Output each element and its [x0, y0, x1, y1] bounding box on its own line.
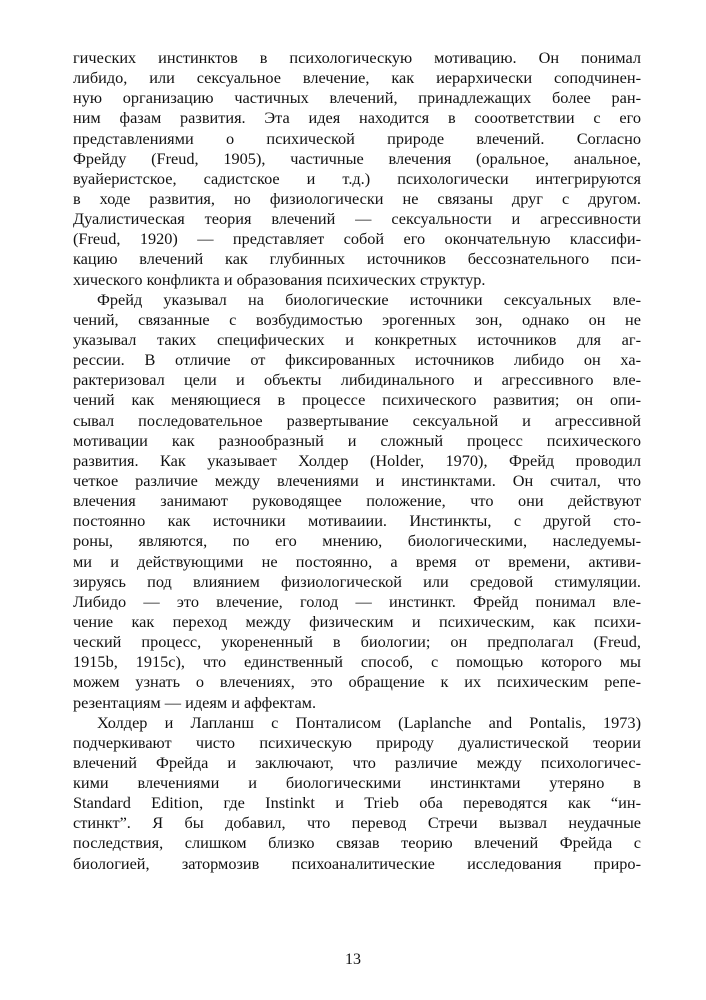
text-line: кими влечениями и биологическими инстинктами утеряно в: [73, 773, 641, 793]
text-line: чений как меняющиеся в процессе психического развития; он опи-: [73, 390, 641, 410]
text-line: последствия, слишком близко связав теорию влечений Фрейда с: [73, 833, 641, 853]
text-line: рессии. В отличие от фиксированных источников либидо он ха-: [73, 350, 641, 370]
text-line: ную организацию частичных влечений, принадлежащих более ран-: [73, 88, 641, 108]
text-line: Фрейд указывал на биологические источники сексуальных вле-: [97, 289, 641, 309]
paragraph: [73, 713, 641, 874]
text-line: стинкт”. Я бы добавил, что перевод Стречи вызвал неудачные: [73, 813, 641, 833]
text-line: четкое различие между влечениями и инстинктами. Он считал, что: [73, 470, 641, 490]
text-line: в ходе развития, но физиологически не связаны друг с другом.: [73, 188, 641, 208]
text-line: сывал последовательное развертывание сексуальной и агрессивной: [73, 410, 641, 430]
text-line: гических инстинктов в психологическую мотивацию. Он понимал: [73, 48, 641, 67]
text-line: влечений Фрейда и заключают, что различие между психологичес-: [73, 752, 641, 772]
text-line: ческий процесс, укорененный в биологии; он предполагал (Freud,: [73, 632, 641, 652]
text-line: подчеркивают чисто психическую природу дуалистической теории: [73, 732, 641, 752]
text-line: постоянно как источники мотиваиии. Инстинкты, с другой сто-: [73, 511, 641, 531]
text-line: Холдер и Лапланш с Понталисом (Laplanche and Pontalis, 1973): [97, 712, 641, 732]
text-line: (Freud, 1920) — представляет собой его окончательную классифи-: [73, 229, 641, 249]
text-line: чение как переход между физическим и психическим, как психи-: [73, 611, 641, 631]
text-line: развития. Как указывает Холдер (Holder, 1970), Фрейд проводил: [73, 450, 641, 470]
text-line: представлениями о психической природе влечений. Согласно: [73, 128, 641, 148]
page-body: [73, 48, 641, 874]
text-line: Фрейду (Freud, 1905), частичные влечения (оральное, анальное,: [73, 148, 641, 168]
text-line: либидо, или сексуальное влечение, как иерархически соподчинен-: [73, 68, 641, 88]
text-line: ми и действующими не постоянно, а время от времени, активи-: [73, 551, 641, 571]
page-number: 13: [345, 951, 361, 968]
text-line: ним фазам развития. Эта идея находится в сооответствии с его: [73, 108, 641, 128]
text-line: указывал таких специфических и конкретных источников для аг-: [73, 329, 641, 349]
text-line: вуайеристское, садистское и т.д.) психологически интегрируются: [73, 168, 641, 188]
text-line: мотивации как разнообразный и сложный процесс психического: [73, 430, 641, 450]
text-line: чений, связанные с возбудимостью эрогенных зон, однако он не: [73, 309, 641, 329]
text-line: зируясь под влиянием физиологической или средовой стимуляции.: [73, 571, 641, 591]
text-line: Либидо — это влечение, голод — инстинкт. Фрейд понимал вле-: [73, 591, 641, 611]
text-line: роны, являются, по его мнению, биологическими, наследуемы-: [73, 531, 641, 551]
text-line: биологией, затормозив психоаналитические исследования приро-: [73, 853, 641, 873]
text-line: можем узнать о влечениях, это обращение к их психическим репе-: [73, 672, 641, 692]
text-line: рактеризовал цели и объекты либидинального и агрессивного вле-: [73, 370, 641, 390]
text-line: хического конфликта и образования психических структур.: [73, 269, 486, 289]
paragraph: [73, 48, 641, 290]
text-line: кацию влечений как глубинных источников бессознательного пси-: [73, 249, 641, 269]
text-line: Дуалистическая теория влечений — сексуальности и агрессивности: [73, 209, 641, 229]
text-line: 1915b, 1915c), что единственный способ, с помощью которого мы: [73, 652, 641, 672]
text-line: резентациям — идеям и аффектам.: [73, 692, 317, 712]
paragraph: [73, 290, 641, 713]
text-line: Standard Edition, где Instinkt и Trieb оба переводятся как “ин-: [73, 793, 641, 813]
text-line: влечения занимают руководящее положение, что они действуют: [73, 491, 641, 511]
